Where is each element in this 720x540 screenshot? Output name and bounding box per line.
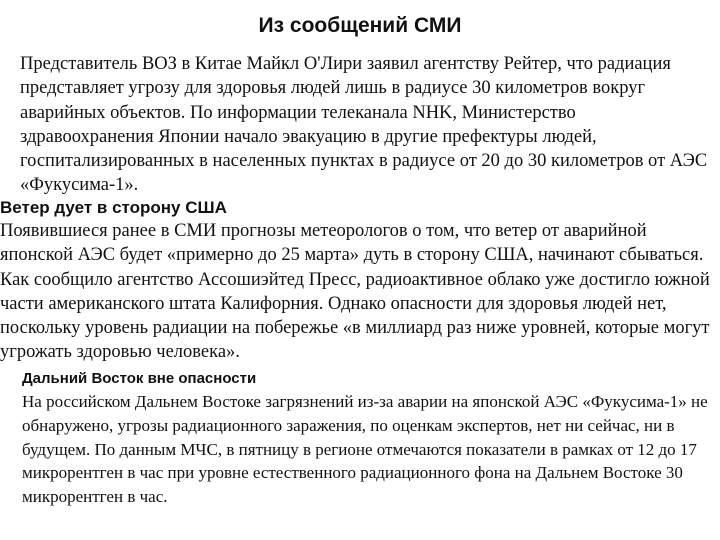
page-title: Из сообщений СМИ [258, 14, 462, 37]
section-wind-text: Появившиеся ранее в СМИ прогнозы метеорологов о том, что ветер от аварийной японской АЭС будет «примерно до 25 марта» дуть в сторону США, начинают сбываться. Как сообщило агентство Ассошиэйтед Пресс, радиоактивное облако уже достигло южной части американского штата Калифорния. Однако опасности для здоровья людей нет, поскольку уровень радиации на побережье «в миллиард раз ниже уровней, которые могут угрожать здоровью человека». [0, 221, 710, 363]
section-far-east-text: На российском Дальнем Востоке загрязнений из-за аварии на японской АЭС «Фукусима-1» не обнаружено, угрозы радиационного заражения, по оценкам экспертов, нет ни сейчас, ни в будущем. По данным МЧС, в пятницу в регионе отмечаются показатели в рамках от 12 до 17 микрорентген в час при уровне естественного радиационного фона на Дальнем Востоке 30 микрорентген в час. [22, 392, 708, 507]
section-wind-heading: Ветер дует в сторону США [0, 198, 227, 217]
section-far-east-heading: Дальний Восток вне опасности [22, 370, 257, 387]
intro-paragraph: Представитель ВОЗ в Китае Майкл О'Лири заявил агентству Рейтер, что радиация представляет угрозу для здоровья людей лишь в радиусе 30 километров вокруг аварийных объектов. По информации телеканала NHK, Министерство здравоохранения Японии начало эвакуацию в другие префектуры людей, госпитализированных в населенных пунктах в радиусе от 20 до 30 километров от АЭС «Фукусима-1». [20, 54, 708, 196]
